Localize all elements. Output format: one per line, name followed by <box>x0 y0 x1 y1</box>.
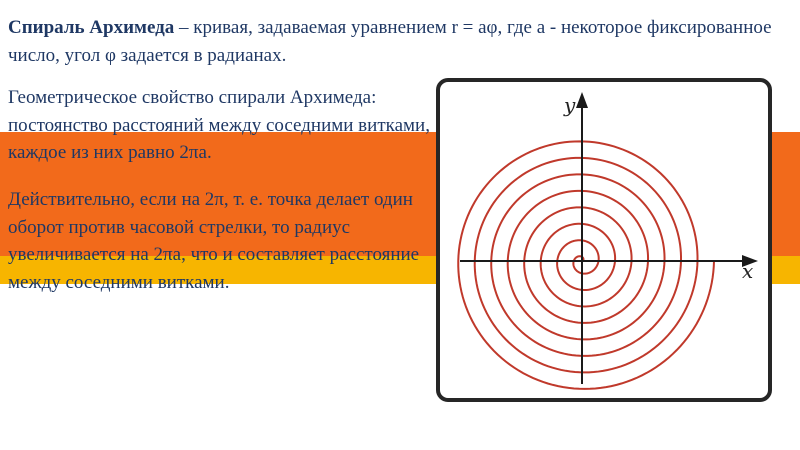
y-axis-label: y <box>564 93 576 117</box>
definition-text: – кривая, задаваемая уравнением r = aφ, где a - некоторое фиксированное число, угол φ задается в радианах. <box>8 17 772 66</box>
spiral-diagram <box>440 82 768 398</box>
y-axis-arrow <box>576 92 588 108</box>
explanation-paragraph: Действительно, если на 2π, т. е. точка делает один оборот против часовой стрелки, то радиус увеличивается на 2πa, что и составляет расстояние между соседними витками. <box>8 189 420 293</box>
spiral-figure <box>436 78 772 402</box>
term-archimedes-spiral: Спираль Архимеда <box>8 17 175 38</box>
property-paragraph: Геометрическое свойство спирали Архимеда: постоянство расстояний между соседними витками, каждое из них равно 2πa. <box>8 87 430 163</box>
definition-paragraph <box>8 14 792 69</box>
spiral-curve <box>458 141 714 389</box>
x-axis-label: x <box>742 259 754 283</box>
